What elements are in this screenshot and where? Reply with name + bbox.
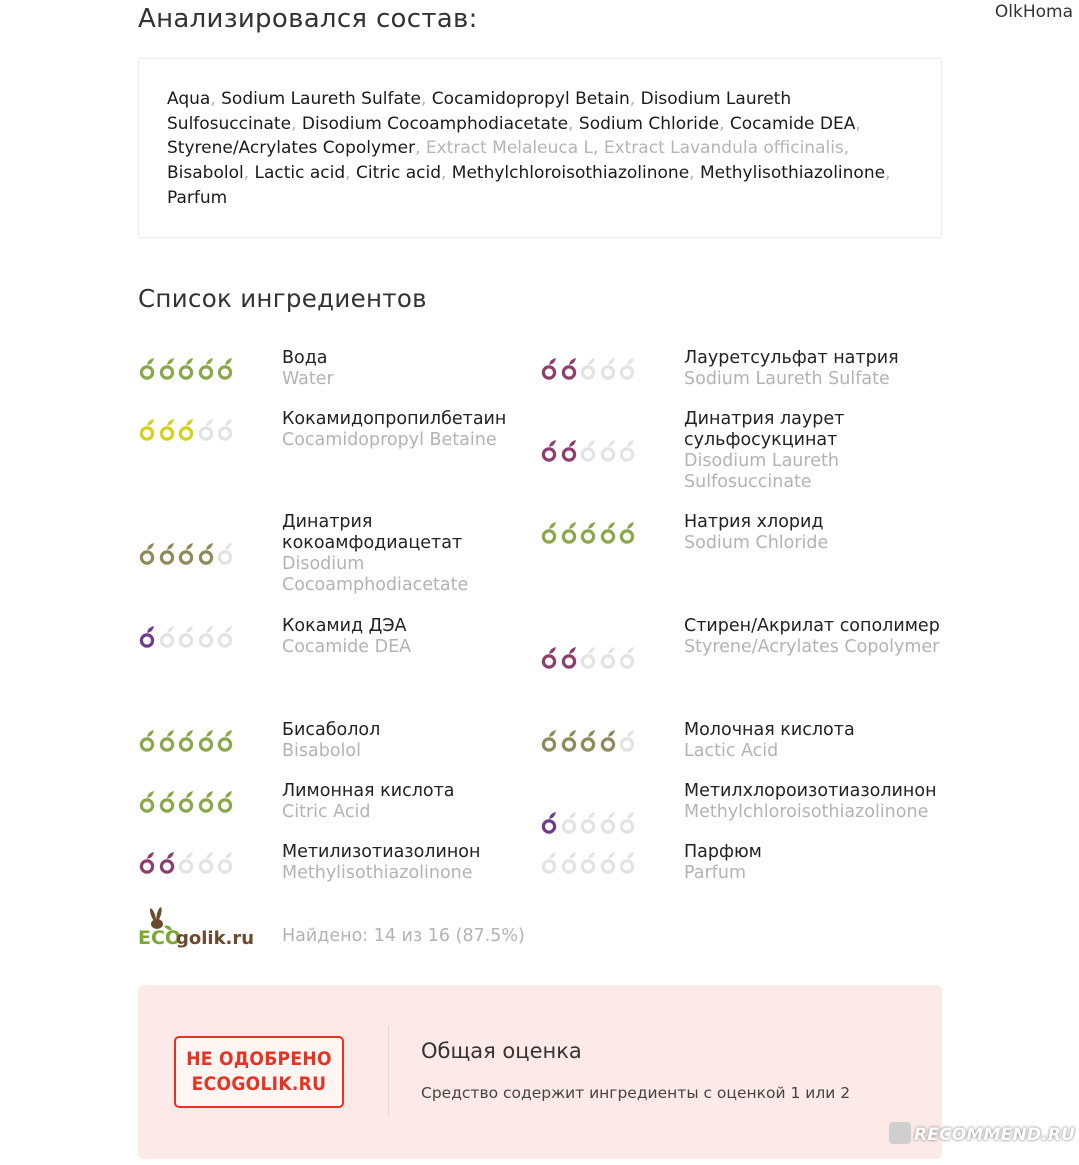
rating-drop-icon	[216, 790, 234, 814]
composition-separator: ,	[415, 138, 426, 159]
ingredient-name-en: Water	[282, 369, 334, 389]
ingredient-names	[684, 842, 954, 884]
rating-drop-icon	[158, 418, 176, 442]
ingredient-name-en: Disodium Laureth Sulfosuccinate	[684, 451, 839, 492]
rating-drop-icon	[599, 811, 617, 835]
rating-drops	[540, 811, 636, 835]
rating-drops	[540, 851, 636, 875]
rating-drop-icon	[138, 851, 156, 875]
composition-ingredient[interactable]: Disodium Laureth Sulfosuccinate	[167, 89, 792, 134]
rating-drop-icon	[216, 625, 234, 649]
rating-drop-icon	[618, 439, 636, 463]
rating-drop-icon	[560, 811, 578, 835]
composition-ingredient[interactable]: Disodium Cocoamphodiacetate	[301, 113, 569, 134]
rating-drop-icon	[138, 418, 156, 442]
rating-drop-icon	[216, 851, 234, 875]
ingredient-names	[684, 720, 954, 762]
rating-drop-icon	[216, 542, 234, 566]
rating-drop-icon	[599, 439, 617, 463]
composition-separator: ,	[210, 89, 222, 109]
rating-drop-icon	[158, 729, 176, 753]
ingredient-name-en: Disodium Cocoamphodiacetate	[282, 554, 469, 595]
rating-drop-icon	[618, 811, 636, 835]
ingredient-names	[282, 781, 552, 823]
ingredient-name-en: Parfum	[684, 863, 746, 883]
composition-separator: ,	[855, 113, 861, 134]
logo-site-text: golik.ru	[176, 928, 255, 949]
rating-drop-icon	[138, 357, 156, 381]
rating-drop-icon	[618, 851, 636, 875]
recommend-logo-icon	[889, 1122, 911, 1144]
composition-ingredient[interactable]: Cocamidopropyl Betain	[431, 89, 630, 109]
rating-drop-icon	[579, 521, 597, 545]
ingredient-names	[684, 409, 954, 493]
rating-drop-icon	[540, 646, 558, 670]
rating-drop-icon	[158, 542, 176, 566]
rating-drops	[540, 521, 636, 545]
rating-drop-icon	[618, 646, 636, 670]
composition-separator: ,	[243, 163, 255, 184]
ingredient-name-ru[interactable]: Динатрия кокоамфодиацетат	[282, 512, 463, 553]
rating-drops	[540, 357, 636, 381]
composition-separator: ,	[885, 163, 891, 184]
composition-separator: ,	[719, 113, 730, 134]
rating-drop-icon	[197, 729, 215, 753]
ingredient-name-en: Sodium Chloride	[684, 533, 829, 553]
rating-drops	[138, 790, 234, 814]
rating-drop-icon	[197, 790, 215, 814]
rating-drop-icon	[177, 625, 195, 649]
rating-drops	[138, 418, 234, 442]
ingredient-name-en: Citric Acid	[282, 802, 371, 822]
composition-separator: ,	[420, 89, 432, 109]
found-count: Найдено: 14 из 16 (87.5%)	[282, 926, 525, 946]
rating-drop-icon	[560, 357, 578, 381]
rating-drop-icon	[177, 542, 195, 566]
rating-drop-icon	[579, 439, 597, 463]
overall-rating-title: Общая оценка	[421, 1039, 582, 1063]
ingredient-name-en: Sodium Laureth Sulfate	[684, 369, 890, 389]
rating-drop-icon	[579, 729, 597, 753]
ingredient-name-ru[interactable]: Натрия хлорид	[684, 512, 824, 532]
ingredient-names	[282, 512, 552, 596]
rating-drop-icon	[138, 729, 156, 753]
ingredient-name-ru[interactable]: Метилизотиазолинон	[282, 842, 481, 862]
ingredient-name-ru[interactable]: Лауретсульфат натрия	[684, 348, 899, 368]
composition-ingredient[interactable]: Styrene/Acrylates Copolymer	[167, 138, 416, 159]
analyzed-composition-title: Анализировался состав:	[138, 4, 478, 34]
rating-drop-icon	[158, 851, 176, 875]
rating-drop-icon	[138, 625, 156, 649]
rating-drops	[540, 729, 636, 753]
rating-drop-icon	[560, 851, 578, 875]
ingredient-names	[282, 616, 552, 658]
rating-drops	[138, 542, 234, 566]
rating-drop-icon	[197, 418, 215, 442]
composition-ingredient[interactable]: Methylisothiazolinone	[699, 163, 886, 184]
ingredient-name-en: Bisabolol	[282, 741, 361, 761]
rating-drops	[138, 851, 234, 875]
rating-drop-icon	[560, 521, 578, 545]
rating-drop-icon	[197, 542, 215, 566]
rating-drop-icon	[216, 729, 234, 753]
composition-ingredient[interactable]: Methylchloroisothiazolinone	[451, 163, 690, 184]
rating-drop-icon	[177, 418, 195, 442]
ingredient-names	[282, 842, 552, 884]
ingredient-names	[684, 781, 954, 823]
recommend-watermark-text: RECOMMEND.RU	[914, 1125, 1076, 1145]
ingredient-name-ru[interactable]: Парфюм	[684, 842, 762, 862]
composition-ingredient[interactable]: Cocamide DEA	[729, 113, 856, 134]
rating-drop-icon	[197, 625, 215, 649]
rating-drop-icon	[579, 646, 597, 670]
overall-rating-text: Средство содержит ингредиенты с оценкой 1 или 2	[421, 1084, 851, 1102]
composition-box	[138, 58, 942, 238]
username-watermark: OlkHoma	[994, 2, 1073, 22]
divider	[388, 1026, 389, 1116]
overall-rating-box	[138, 985, 942, 1159]
ingredient-name-ru[interactable]: Динатрия лаурет сульфосукцинат	[684, 409, 845, 450]
ingredient-name-ru[interactable]: Лимонная кислота	[282, 781, 455, 801]
rating-drop-icon	[158, 625, 176, 649]
rating-drops	[138, 729, 234, 753]
rating-drop-icon	[540, 811, 558, 835]
composition-ingredient[interactable]: Aqua	[167, 89, 211, 109]
ingredient-name-ru[interactable]: Стирен/Акрилат сополимер	[684, 616, 940, 636]
ingredient-list-title: Список ингредиентов	[138, 284, 427, 313]
logo-eco-text: ECO	[138, 927, 182, 949]
ingredient-names	[684, 616, 954, 658]
rating-drop-icon	[158, 790, 176, 814]
rating-drop-icon	[560, 439, 578, 463]
composition-separator: ,	[629, 89, 641, 109]
ingredient-name-ru[interactable]: Кокамидопропилбетаин	[282, 409, 507, 429]
rating-drop-icon	[540, 357, 558, 381]
composition-separator: ,	[593, 138, 604, 159]
rating-drop-icon	[540, 851, 558, 875]
rating-drop-icon	[216, 357, 234, 381]
ingredient-names	[282, 720, 552, 762]
rating-drop-icon	[158, 357, 176, 381]
ingredient-name-en: Cocamide DEA	[282, 637, 412, 657]
rating-drop-icon	[599, 646, 617, 670]
composition-ingredient[interactable]: Citric acid	[355, 163, 441, 184]
rating-drop-icon	[177, 729, 195, 753]
ingredient-name-en: Methylisothiazolinone	[282, 863, 473, 883]
ingredient-names	[282, 409, 552, 451]
rating-drop-icon	[579, 851, 597, 875]
rating-drop-icon	[560, 729, 578, 753]
composition-separator: ,	[568, 113, 579, 134]
ingredient-name-ru[interactable]: Вода	[282, 348, 328, 368]
composition-ingredient: Extract Melaleuca L	[425, 138, 594, 159]
rating-drop-icon	[618, 357, 636, 381]
ingredient-name-ru[interactable]: Метилхлороизотиазолинон	[684, 781, 937, 801]
composition-separator: ,	[345, 163, 356, 184]
composition-ingredient: Extract Lavandula officinalis	[603, 138, 844, 159]
composition-ingredient[interactable]: Bisabolol	[167, 163, 244, 184]
stamp-line-1: НЕ ОДОБРЕНО	[186, 1048, 332, 1070]
rating-drop-icon	[599, 357, 617, 381]
composition-separator: ,	[291, 113, 302, 134]
rating-drop-icon	[540, 521, 558, 545]
rating-drops	[138, 625, 234, 649]
ingredient-name-ru[interactable]: Бисаболол	[282, 720, 381, 740]
not-approved-stamp	[174, 1036, 344, 1108]
rating-drops	[540, 646, 636, 670]
rating-drop-icon	[177, 851, 195, 875]
composition-separator: ,	[843, 138, 850, 159]
rating-drop-icon	[560, 646, 578, 670]
rating-drops	[138, 357, 234, 381]
rating-drop-icon	[197, 357, 215, 381]
rating-drop-icon	[599, 851, 617, 875]
rating-drops	[540, 439, 636, 463]
ingredient-name-en: Methylchloroisothiazolinone	[684, 802, 929, 822]
composition-separator: ,	[689, 163, 700, 184]
stamp-line-2: ECOGOLIK.RU	[191, 1073, 327, 1095]
rating-drop-icon	[138, 790, 156, 814]
rating-drop-icon	[138, 542, 156, 566]
ingredient-names	[684, 348, 954, 390]
rating-drop-icon	[177, 790, 195, 814]
ingredient-name-en: Styrene/Acrylates Copolymer	[684, 637, 940, 657]
composition-ingredient[interactable]: Lactic acid	[254, 163, 346, 184]
composition-ingredient[interactable]: Parfum	[167, 187, 228, 208]
ingredient-names	[684, 512, 954, 554]
composition-separator: ,	[440, 163, 452, 184]
rating-drop-icon	[618, 729, 636, 753]
recommend-watermark	[889, 1122, 1075, 1145]
rating-drop-icon	[540, 439, 558, 463]
rating-drop-icon	[599, 521, 617, 545]
ingredient-names	[282, 348, 552, 390]
rating-drop-icon	[197, 851, 215, 875]
ingredient-name-en: Cocamidopropyl Betaine	[282, 430, 497, 450]
rating-drop-icon	[579, 357, 597, 381]
ecogolik-logo[interactable]	[138, 906, 262, 950]
rating-drop-icon	[579, 811, 597, 835]
composition-ingredient[interactable]: Sodium Chloride	[578, 113, 720, 134]
ingredient-name-en: Lactic Acid	[684, 741, 779, 761]
rating-drop-icon	[599, 729, 617, 753]
rating-drop-icon	[618, 521, 636, 545]
rating-drop-icon	[216, 418, 234, 442]
rating-drop-icon	[540, 729, 558, 753]
rating-drop-icon	[177, 357, 195, 381]
composition-ingredient[interactable]: Sodium Laureth Sulfate	[221, 89, 421, 109]
ingredient-name-ru[interactable]: Молочная кислота	[684, 720, 855, 740]
ingredient-name-ru[interactable]: Кокамид ДЭА	[282, 616, 407, 636]
